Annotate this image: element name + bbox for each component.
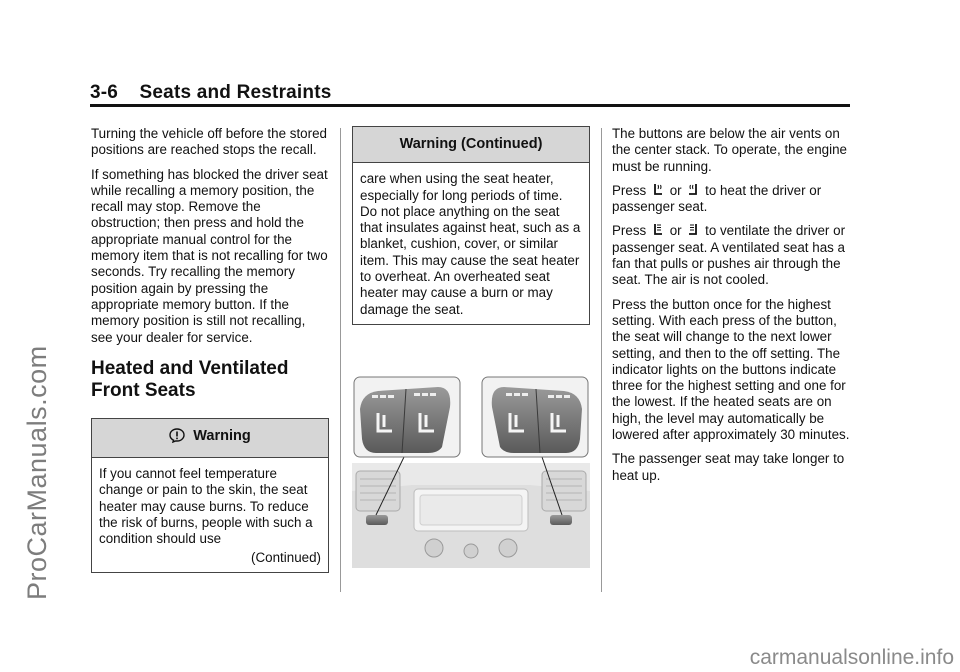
column-divider-right: [601, 128, 602, 592]
continued-label: (Continued): [251, 549, 321, 565]
paragraph-vent: Press or to ventilate the driver or passenger seat. A ventilated seat has a fan that pulls or pushes air through the seat. The air is not cooled.: [612, 223, 846, 288]
bottom-watermark: carmanualsonline.info: [749, 646, 954, 669]
warning-header: [92, 419, 328, 458]
paragraph-settings: Press the button once for the highest setting. With each press of the button, the seat will change to the next lower setting, and then to the off setting. The indicator lights on the buttons indicate three for the highest setting and one for the lowest. If the heated seats are on high, the level may automatically be lowered after approximately 30 minutes.: [612, 296, 850, 443]
warning-box-continued: [352, 126, 590, 325]
side-watermark: ProCarManuals.com: [22, 345, 52, 600]
page-number: 3-6: [90, 82, 119, 103]
heated-seat-passenger-icon: [687, 183, 699, 197]
page-header: [90, 82, 850, 104]
column-3: [612, 126, 852, 492]
ventilated-seat-passenger-icon: [687, 223, 699, 237]
seat-controls-illustration: [352, 373, 590, 568]
section-heading: Heated and Ventilated Front Seats: [91, 357, 289, 401]
paragraph-recall-blocked: If something has blocked the driver seat while recalling a memory position, the recall may stop. Remove the obstruction; then press and hold the appropriate manual control for the memory item that is not recalling for two seconds. Try recalling the memory position again by pressing the appropriate memory button. If the memory position is still not recalling, see your dealer for service.: [91, 166, 328, 345]
warning-continued-header: Warning (Continued): [353, 127, 589, 163]
warning-box: [91, 418, 329, 573]
paragraph-recall-stop: Turning the vehicle off before the stored positions are reached stops the recall.: [91, 126, 327, 158]
warning-icon: [169, 428, 185, 447]
column-2: [352, 126, 590, 325]
warning-text: If you cannot feel temperature change or pain to the skin, the seat heater may cause burns. To reduce the risk of burns, people with such a condition should use: [99, 466, 313, 547]
ventilated-seat-driver-icon: [652, 223, 664, 237]
column-divider-left: [340, 128, 341, 592]
warning-title: Warning: [193, 427, 251, 444]
warning-continued-text: care when using the seat heater, especially for long periods of time. Do not place anything on the seat that insulates against heat, such as a blanket, cushion, cover, or similar item. This may cause the seat heater to overheat. An overheated seat heater may cause a burn or may damage the seat.: [360, 171, 581, 317]
paragraph-heat: Press or to heat the driver or passenger seat.: [612, 182, 822, 215]
paragraph-passenger: The passenger seat may take longer to heat up.: [612, 451, 845, 483]
section-title: Seats and Restraints: [139, 82, 332, 103]
header-rule: [90, 104, 850, 107]
heated-seat-driver-icon: [652, 183, 664, 197]
column-1: [91, 126, 329, 573]
paragraph-button-location: The buttons are below the air vents on the center stack. To operate, the engine must be running.: [612, 126, 847, 174]
